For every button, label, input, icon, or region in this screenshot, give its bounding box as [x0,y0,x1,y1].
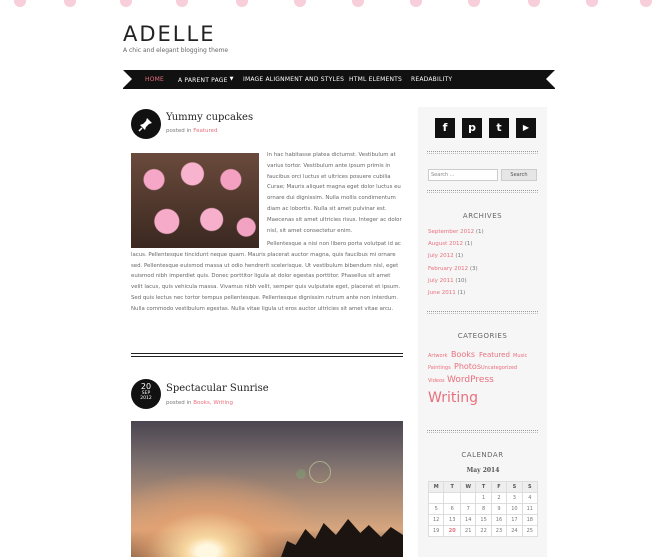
header-dots-decoration [0,0,658,16]
widget-divider [427,151,538,154]
tag-link[interactable]: Music [513,353,528,359]
site-title[interactable]: ADELLE [123,22,216,46]
calendar-cell: 9 [491,504,506,515]
calendar-cell: 16 [491,515,506,526]
calendar-table [428,481,538,537]
calendar-cell [444,493,461,504]
archive-item[interactable]: July 2012 (1) [428,253,464,259]
post-meta: posted in Books, Writing [166,400,233,406]
nav-item-html-elements[interactable]: HTML ELEMENTS [349,76,403,83]
calendar-cell: 25 [522,526,537,537]
search-input[interactable]: Search ... [428,169,498,181]
categories-title: CATEGORIES [457,332,508,340]
main-navigation [123,70,555,89]
post-meta: posted in Featured [166,128,218,134]
archive-item[interactable]: February 2012 (3) [428,266,478,272]
tag-link[interactable]: Videos [428,378,445,384]
calendar-day-header: W [461,482,476,493]
post-excerpt-wrap: In hac habitasse platea dictumst. Vestibulum at varius tortor. Vestibulum ante ipsum primis in faucibus orci luctus et ultrices posuere cubilia Curae; Mauris aliquet magna eget dolor luctus eu ornare dui dignissim. Nulla mollis condimentum diam ac lobortis. Nulla sit amet pulvinar est. Maecenas sit amet ultricies risus. Integer ac dolor nisl, sit amet consectetur enim. [267,152,402,234]
calendar-caption: May 2014 [466,467,500,474]
calendar-cell: 1 [476,493,491,504]
facebook-icon[interactable]: f [435,118,455,138]
post-image-cupcakes[interactable] [131,153,259,248]
post-excerpt-full: Pellentesque a nisi non libero porta volutpat id ac lacus. Pellentesque tincidunt neque quam. Mauris placerat auctor magna, quis faucibus mi ornare sed. Pellentesque euismod massa ut odio hendrerit scelerisque. Ut vestibulum bibendum nisl, eget euismod nibh imperdiet quis. Donec porttitor ligula at dolor egestas porttitor. Phasellus sit amet velit lacus, quis vehicula massa. Vivamus nibh velit, semper quis vulputate eget, placerat et ipsum. Sed quis lectus nec tortor tempus pellentesque. Pellentesque dignissim rutrum ante non interdum. Nulla commodo vestibulum egestas. Nulla vitae ligula ut eros auctor ultricies sit amet vitae arcu. [131,241,401,312]
archive-item[interactable]: July 2011 (10) [428,278,467,284]
calendar-cell: 21 [461,526,476,537]
calendar-cell: 18 [522,515,537,526]
tag-link[interactable]: Books [451,350,476,359]
widget-divider [427,430,538,433]
calendar-cell: 6 [444,504,461,515]
widget-divider [427,311,538,314]
calendar-cell: 2 [491,493,506,504]
calendar-cell: 14 [461,515,476,526]
archive-item[interactable]: August 2012 (1) [428,241,473,247]
calendar-cell: 7 [461,504,476,515]
post-date-month: SEP [141,391,151,396]
twitter-icon[interactable]: t [489,118,509,138]
post-format-icon [131,109,161,139]
site-tagline: A chic and elegant blogging theme [123,47,229,54]
tag-link[interactable]: Uncategorized [481,365,518,371]
chevron-down-icon: ▼ [229,76,234,82]
calendar-day-header: S [507,482,522,493]
tag-link[interactable]: Paintings [428,365,451,371]
youtube-icon[interactable]: ▶ [516,118,536,138]
calendar-cell: 11 [522,504,537,515]
calendar-cell: 22 [476,526,491,537]
calendar-cell: 5 [429,504,444,515]
calendar-cell: 13 [444,515,461,526]
calendar-day-header: F [491,482,506,493]
nav-item-readability[interactable]: READABILITY [411,76,453,83]
calendar-day-header: M [429,482,444,493]
calendar-cell-today[interactable]: 20 [444,526,461,537]
calendar-cell: 10 [507,504,522,515]
post-title[interactable]: Yummy cupcakes [166,112,254,123]
calendar-cell: 17 [507,515,522,526]
nav-item-home[interactable]: HOME [145,76,165,83]
calendar-day-header: T [444,482,461,493]
calendar-cell: 3 [507,493,522,504]
calendar-cell: 19 [429,526,444,537]
post-title[interactable]: Spectacular Sunrise [166,383,269,394]
calendar-cell: 12 [429,515,444,526]
calendar-cell: 24 [507,526,522,537]
post-image-sunrise[interactable] [131,421,403,557]
calendar-cell [429,493,444,504]
calendar-day-header: S [522,482,537,493]
archive-item[interactable]: September 2012 (1) [428,229,484,235]
calendar-cell: 15 [476,515,491,526]
post-divider [131,353,403,357]
post-date-day: 20 [140,382,152,391]
post-category-link[interactable]: Featured [193,128,218,134]
calendar-cell [461,493,476,504]
calendar-title: CALENDAR [461,451,504,459]
post-date-badge [131,379,161,409]
archive-item[interactable]: June 2011 (1) [428,290,466,296]
tag-link[interactable]: Photos [454,362,481,371]
widget-divider [427,190,538,193]
archives-title: ARCHIVES [462,212,503,220]
tag-link[interactable]: Artwork [428,353,448,359]
nav-item-image-alignment[interactable]: IMAGE ALIGNMENT AND STYLES [243,76,345,83]
nav-item-a-parent-page[interactable]: A PARENT PAGE ▼ [178,76,234,84]
tag-link[interactable]: WordPress [447,375,494,385]
calendar-day-header: T [476,482,491,493]
tag-link[interactable]: Featured [479,351,510,359]
calendar-cell: 23 [491,526,506,537]
post-category-link[interactable]: Books, Writing [193,400,233,406]
post-date-year: 2012 [140,396,152,401]
calendar-cell: 4 [522,493,537,504]
search-button[interactable]: Search [501,169,537,181]
pinterest-icon[interactable]: p [462,118,482,138]
tag-link[interactable]: Writing [428,390,478,406]
calendar-cell: 8 [476,504,491,515]
pin-icon [131,109,161,139]
